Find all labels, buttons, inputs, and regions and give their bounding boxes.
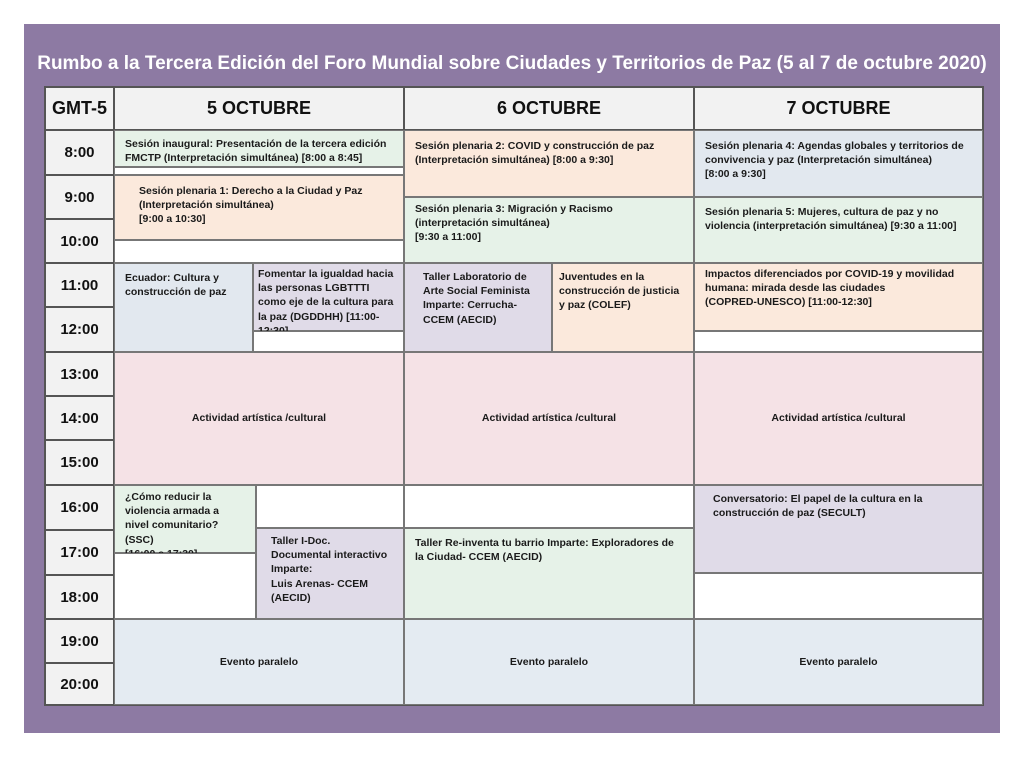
event-d5-igualdad[interactable]: Fomentar la igualdad hacia las personas LGBTTTI como eje de la cultura para la paz (DGDDHH) [11:00- bbox=[253, 263, 404, 331]
schedule-grid bbox=[44, 86, 984, 706]
event-d7-impactos[interactable]: Impactos diferenciados por COVID-19 y movilidad humana: mirada desde las ciudades (COPRED-UNESCO) [11:00-12:30] bbox=[694, 263, 983, 331]
time-label: 18:00 bbox=[45, 575, 114, 619]
time-label: 8:00 bbox=[45, 130, 114, 175]
empty-slot bbox=[404, 485, 694, 528]
event-d6-plenaria2[interactable]: Sesión plenaria 2: COVID y construcción de paz (Interpretación simultánea) [8:00 a 9:30] bbox=[404, 130, 694, 197]
day-header-5: 5 OCTUBRE bbox=[114, 87, 404, 130]
time-label: 19:00 bbox=[45, 619, 114, 663]
event-d6-taller-lab[interactable]: Taller Laboratorio de Arte Social Feminista Imparte: Cerrucha- CCEM (AECID) bbox=[404, 263, 552, 352]
time-label: 17:00 bbox=[45, 530, 114, 575]
empty-slot bbox=[114, 240, 404, 263]
empty-slot bbox=[114, 167, 404, 175]
event-d7-plenaria4[interactable]: Sesión plenaria 4: Agendas globales y territorios de convivencia y paz (Interpretación simultánea) [8:00 a 9:30] bbox=[694, 130, 983, 197]
event-d7-artistica[interactable]: Actividad artística /cultural bbox=[694, 352, 983, 485]
event-d5-inaugural[interactable]: Sesión inaugural: Presentación de la tercera edición FMCTP (Interpretación simultánea) [8:00 a 8:45] bbox=[114, 130, 404, 167]
event-d6-artistica[interactable]: Actividad artística /cultural bbox=[404, 352, 694, 485]
event-d5-plenaria1[interactable]: Sesión plenaria 1: Derecho a la Ciudad y Paz (Interpretación simultánea) [9:00 a 10:30] bbox=[114, 175, 404, 240]
time-label: 15:00 bbox=[45, 440, 114, 485]
event-d7-paralelo[interactable]: Evento paralelo bbox=[694, 619, 983, 705]
page-title: Rumbo a la Tercera Edición del Foro Mundial sobre Ciudades y Territorios de Paz (5 al 7 de octubre 2020) bbox=[37, 53, 987, 74]
empty-slot bbox=[253, 331, 404, 352]
time-label: 14:00 bbox=[45, 396, 114, 440]
timezone-header: GMT-5 bbox=[45, 87, 114, 130]
event-d6-taller-barrio[interactable]: Taller Re-inventa tu barrio Imparte: Exploradores de la Ciudad- CCEM (AECID) bbox=[404, 528, 694, 619]
time-label: 11:00 bbox=[45, 263, 114, 307]
event-d5-paralelo[interactable]: Evento paralelo bbox=[114, 619, 404, 705]
time-label: 13:00 bbox=[45, 352, 114, 396]
day-header-6: 6 OCTUBRE bbox=[404, 87, 694, 130]
event-d5-ecuador[interactable]: Ecuador: Cultura y construcción de paz bbox=[114, 263, 253, 352]
event-d5-taller-idoc[interactable]: Taller I-Doc. Documental interactivo Imparte: Luis Arenas- CCEM (AECID) bbox=[256, 528, 404, 619]
event-d5-artistica[interactable]: Actividad artística /cultural bbox=[114, 352, 404, 485]
empty-slot bbox=[694, 573, 983, 619]
time-label: 16:00 bbox=[45, 485, 114, 530]
time-label: 9:00 bbox=[45, 175, 114, 219]
event-d5-violencia[interactable]: ¿Cómo reducir la violencia armada a nivel comunitario? (SSC) bbox=[114, 485, 256, 553]
time-label: 12:00 bbox=[45, 307, 114, 352]
empty-slot bbox=[114, 553, 256, 619]
day-header-7: 7 OCTUBRE bbox=[694, 87, 983, 130]
time-label: 20:00 bbox=[45, 663, 114, 705]
empty-slot bbox=[694, 331, 983, 352]
time-label: 10:00 bbox=[45, 219, 114, 263]
event-d6-plenaria3[interactable]: Sesión plenaria 3: Migración y Racismo (interpretación simultánea) [9:30 a 11:00] bbox=[404, 197, 694, 263]
event-d6-paralelo[interactable]: Evento paralelo bbox=[404, 619, 694, 705]
empty-slot bbox=[256, 485, 404, 528]
event-d6-juventudes[interactable]: Juventudes en la construcción de justicia y paz (COLEF) bbox=[552, 263, 694, 352]
event-d7-plenaria5[interactable]: Sesión plenaria 5: Mujeres, cultura de paz y no violencia (interpretación simultánea) [9:30 a 11:00] bbox=[694, 197, 983, 263]
event-d7-conversatorio[interactable]: Conversatorio: El papel de la cultura en la construcción de paz (SECULT) bbox=[694, 485, 983, 573]
